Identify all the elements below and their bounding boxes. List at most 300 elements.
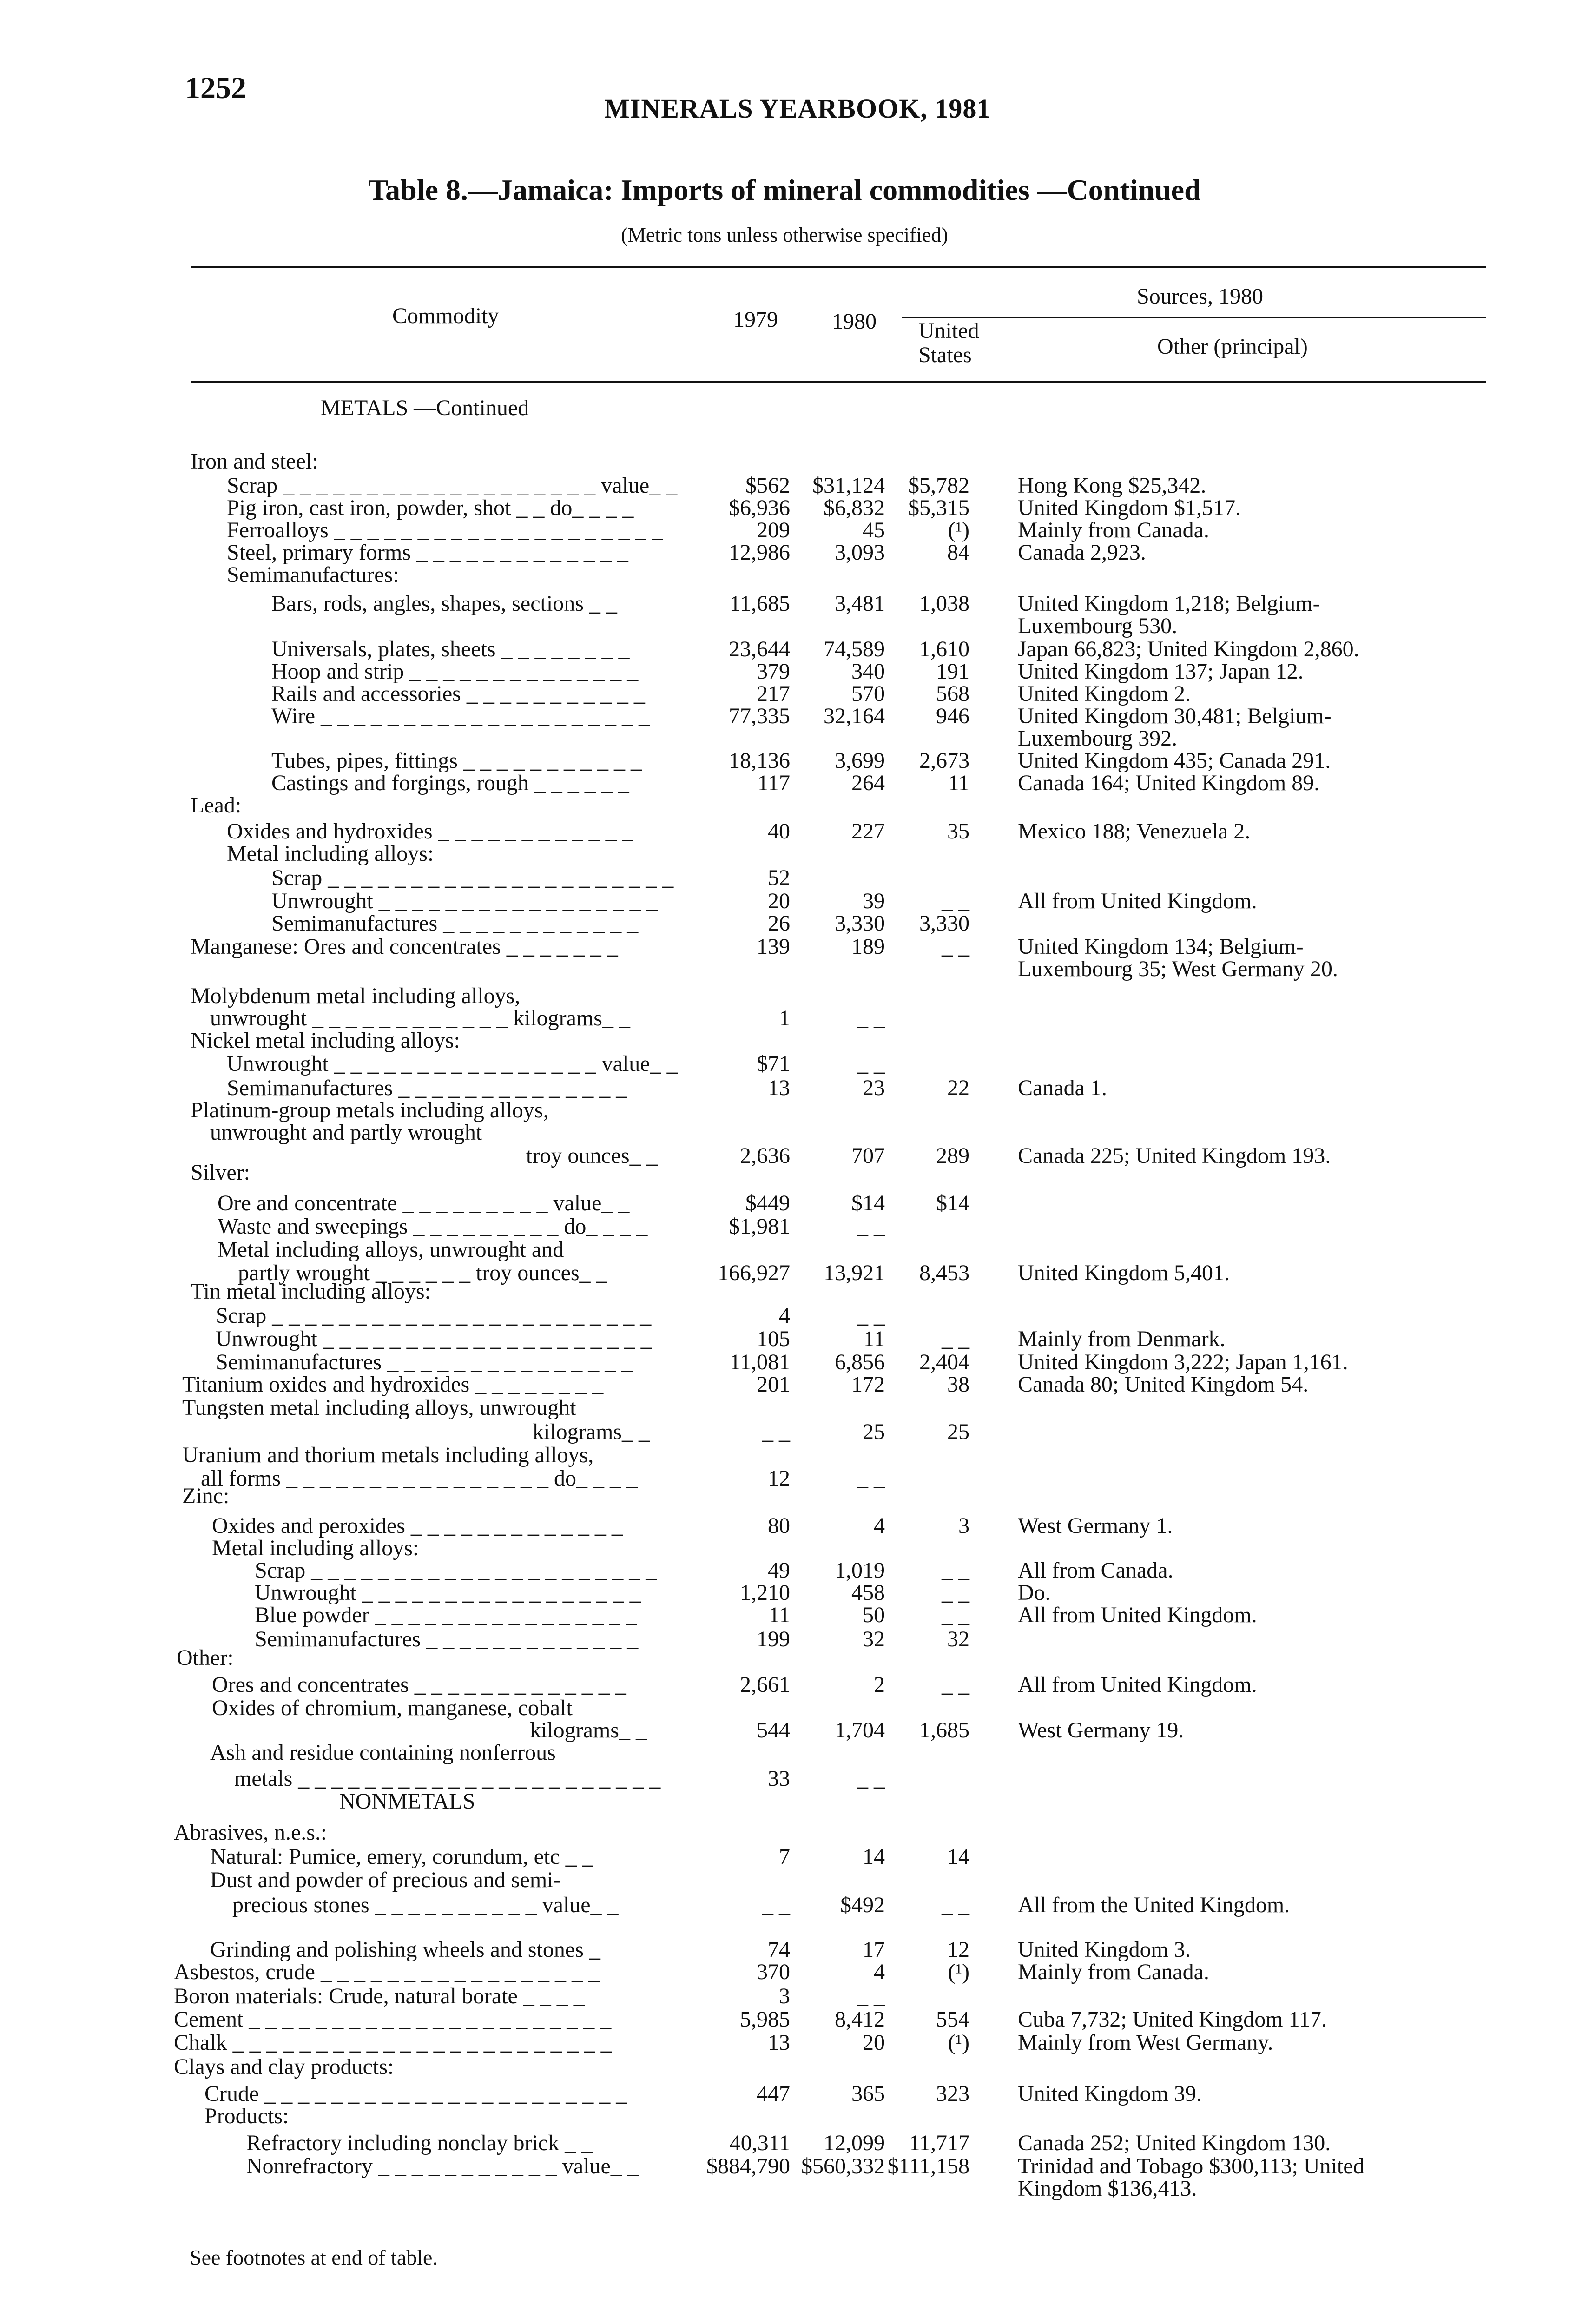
- cell-1979: 2,636: [740, 1143, 790, 1168]
- cell-1979: 5,985: [740, 2007, 790, 2032]
- table-row: [0, 1350, 1569, 1375]
- cell-1980: _ _: [857, 1984, 885, 2008]
- cell-1979: 11: [768, 1603, 790, 1627]
- table-row: [0, 1028, 1569, 1053]
- top-rule: [191, 266, 1486, 268]
- header-sources: Sources, 1980: [1137, 284, 1263, 309]
- commodity-cell: unwrought and partly wrought: [210, 1120, 482, 1145]
- cell-1979: 209: [757, 518, 790, 542]
- cell-1980: _ _: [857, 1051, 885, 1076]
- cell-1979: 166,927: [718, 1261, 790, 1285]
- cell-1979: 12,986: [729, 540, 790, 565]
- table-row: [0, 1603, 1569, 1628]
- cell-1980: 3,699: [835, 748, 885, 773]
- cell-1979: 33: [768, 1766, 790, 1791]
- cell-other-sources: Trinidad and Tobago $300,113; United: [1018, 2154, 1365, 2179]
- table-row: [0, 1214, 1569, 1239]
- table-row: [0, 2081, 1569, 2106]
- commodity-cell: Universals, plates, sheets _ _ _ _ _ _ _ _: [271, 637, 630, 661]
- cell-1979: 23,644: [729, 637, 790, 661]
- cell-1980: 3,481: [835, 591, 885, 616]
- cell-other-sources: Do.: [1018, 1580, 1051, 1605]
- cell-other-sources: United Kingdom 3,222; Japan 1,161.: [1018, 1350, 1348, 1374]
- table-row: [0, 2054, 1569, 2080]
- cell-other-sources: Hong Kong $25,342.: [1018, 473, 1206, 498]
- cell-1980: 570: [851, 681, 885, 706]
- cell-other-sources: Luxembourg 530.: [1018, 614, 1178, 638]
- cell-1980: _ _: [857, 1006, 885, 1030]
- cell-united-states: $5,782: [908, 473, 969, 498]
- cell-1980: 707: [851, 1143, 885, 1168]
- cell-1979: 3: [779, 1984, 790, 2008]
- commodity-cell: Semimanufactures:: [227, 562, 399, 587]
- cell-united-states: _ _: [942, 1580, 969, 1605]
- cell-1980: 32: [863, 1627, 885, 1651]
- commodity-cell: Lead:: [191, 793, 242, 818]
- commodity-cell: Ores and concentrates _ _ _ _ _ _ _ _ _ _ _ _ _: [212, 1672, 626, 1697]
- cell-1979: 370: [757, 1960, 790, 1984]
- cell-other-sources: United Kingdom 134; Belgium-: [1018, 934, 1304, 959]
- table-row: [0, 495, 1569, 521]
- cell-other-sources: All from United Kingdom.: [1018, 889, 1257, 913]
- cell-united-states: 3: [958, 1513, 969, 1538]
- commodity-cell: Semimanufactures _ _ _ _ _ _ _ _ _ _ _ _ _ _ _: [216, 1350, 633, 1374]
- cell-1980: _ _: [857, 1214, 885, 1239]
- commodity-cell: all forms _ _ _ _ _ _ _ _ _ _ _ _ _ _ _ _ do_ _ _ _: [201, 1466, 638, 1491]
- cell-1980: 4: [874, 1513, 885, 1538]
- cell-1980: 32,164: [824, 704, 885, 728]
- cell-other-sources: All from the United Kingdom.: [1018, 1893, 1290, 1917]
- table-row: [0, 1237, 1569, 1262]
- header-other: Other (principal): [1157, 334, 1308, 359]
- table-row: [0, 1580, 1569, 1605]
- cell-1979: 13: [768, 2030, 790, 2055]
- cell-other-sources: Mainly from Denmark.: [1018, 1327, 1226, 1351]
- commodity-cell: Clays and clay products:: [174, 2054, 394, 2079]
- commodity-cell: Abrasives, n.e.s.:: [174, 1820, 327, 1845]
- commodity-cell: Other:: [177, 1645, 234, 1670]
- cell-other-sources: United Kingdom $1,517.: [1018, 495, 1241, 520]
- commodity-cell: Dust and powder of precious and semi-: [210, 1868, 561, 1892]
- cell-1980: 14: [863, 1844, 885, 1869]
- commodity-cell: Unwrought _ _ _ _ _ _ _ _ _ _ _ _ _ _ _ _ _ _ _ _: [216, 1327, 652, 1351]
- cell-1980: 4: [874, 1960, 885, 1984]
- cell-united-states: 84: [947, 540, 969, 565]
- cell-1980: 8,412: [835, 2007, 885, 2032]
- header-commodity: Commodity: [392, 304, 499, 328]
- cell-1980: 189: [851, 934, 885, 959]
- commodity-cell: troy ounces_ _: [526, 1143, 658, 1168]
- cell-1980: 1,019: [835, 1558, 885, 1583]
- commodity-cell: Chalk _ _ _ _ _ _ _ _ _ _ _ _ _ _ _ _ _ _ _ _ _ _ _: [174, 2030, 612, 2055]
- commodity-cell: Nonrefractory _ _ _ _ _ _ _ _ _ _ _ value_ _: [246, 2154, 639, 2179]
- commodity-cell: Manganese: Ores and concentrates _ _ _ _ _ _ _: [191, 934, 618, 959]
- table-row: [0, 591, 1569, 616]
- commodity-cell: Titanium oxides and hydroxides _ _ _ _ _ _ _ _: [182, 1372, 604, 1397]
- cell-other-sources: All from Canada.: [1018, 1558, 1173, 1583]
- cell-1980: 340: [851, 659, 885, 684]
- cell-1979: $6,936: [729, 495, 790, 520]
- commodity-cell: Unwrought _ _ _ _ _ _ _ _ _ _ _ _ _ _ _ _ _: [255, 1580, 641, 1605]
- cell-other-sources: Mainly from Canada.: [1018, 518, 1209, 542]
- table-row: [0, 1820, 1569, 1845]
- commodity-cell: Uranium and thorium metals including alloys,: [182, 1443, 594, 1467]
- cell-other-sources: United Kingdom 1,218; Belgium-: [1018, 591, 1320, 616]
- cell-united-states: _ _: [942, 1327, 969, 1351]
- commodity-cell: Asbestos, crude _ _ _ _ _ _ _ _ _ _ _ _ _ _ _ _ _: [174, 1960, 600, 1984]
- table-row: [0, 473, 1569, 498]
- commodity-cell: Blue powder _ _ _ _ _ _ _ _ _ _ _ _ _ _ _ _: [255, 1603, 637, 1627]
- cell-1980: $6,832: [824, 495, 885, 520]
- table-row: [0, 1443, 1569, 1468]
- cell-united-states: 1,685: [919, 1718, 969, 1743]
- table-row: [0, 1868, 1569, 1893]
- cell-1980: 74,589: [824, 637, 885, 661]
- table-row: [0, 518, 1569, 543]
- cell-other-sources: United Kingdom 2.: [1018, 681, 1191, 706]
- table-row: [0, 889, 1569, 914]
- table-row: [0, 637, 1569, 662]
- cell-1979: $884,790: [706, 2154, 790, 2179]
- cell-united-states: 38: [947, 1372, 969, 1397]
- table-row: [0, 934, 1569, 959]
- table-row: [0, 2154, 1569, 2179]
- cell-united-states: $5,315: [908, 495, 969, 520]
- table-row: [0, 1303, 1569, 1328]
- table-row: [0, 614, 1569, 639]
- commodity-cell: Pig iron, cast iron, powder, shot _ _ do_ _ _ _: [227, 495, 634, 520]
- commodity-cell: Platinum-group metals including alloys,: [191, 1098, 549, 1122]
- commodity-cell: Zinc:: [182, 1484, 230, 1508]
- sources-rule: [902, 317, 1486, 318]
- cell-united-states: $14: [936, 1191, 969, 1215]
- commodity-cell: Ore and concentrate _ _ _ _ _ _ _ _ _ value_ _: [218, 1191, 630, 1215]
- commodity-cell: Grinding and polishing wheels and stones _: [210, 1937, 600, 1962]
- commodity-cell: Bars, rods, angles, shapes, sections _ _: [271, 591, 617, 616]
- cell-united-states: _ _: [942, 934, 969, 959]
- cell-other-sources: Canada 252; United Kingdom 130.: [1018, 2131, 1331, 2155]
- cell-1980: 13,921: [824, 1261, 885, 1285]
- commodity-cell: Ash and residue containing nonferrous: [210, 1740, 556, 1765]
- cell-1980: 458: [851, 1580, 885, 1605]
- commodity-cell: Natural: Pumice, emery, corundum, etc _ _: [210, 1844, 593, 1869]
- section-nonmetals: NONMETALS: [339, 1789, 475, 1814]
- cell-united-states: (¹): [948, 518, 969, 542]
- table-row: [0, 1766, 1569, 1791]
- commodity-cell: Silver:: [191, 1160, 250, 1185]
- table-row: [0, 1536, 1569, 1561]
- commodity-cell: Products:: [204, 2104, 289, 2128]
- cell-1979: 13: [768, 1076, 790, 1100]
- cell-other-sources: Mainly from Canada.: [1018, 1960, 1209, 1984]
- cell-united-states: _ _: [942, 1893, 969, 1917]
- cell-other-sources: United Kingdom 30,481; Belgium-: [1018, 704, 1332, 728]
- commodity-cell: Ferroalloys _ _ _ _ _ _ _ _ _ _ _ _ _ _ _ _ _ _ _ _: [227, 518, 663, 542]
- commodity-cell: Tubes, pipes, fittings _ _ _ _ _ _ _ _ _ _ _: [271, 748, 642, 773]
- table-row: [0, 1558, 1569, 1583]
- cell-united-states: 22: [947, 1076, 969, 1100]
- commodity-cell: Rails and accessories _ _ _ _ _ _ _ _ _ _ _: [271, 681, 645, 706]
- cell-1980: 2: [874, 1672, 885, 1697]
- commodity-cell: Castings and forgings, rough _ _ _ _ _ _: [271, 771, 629, 795]
- cell-1980: 3,093: [835, 540, 885, 565]
- cell-1979: 52: [768, 865, 790, 890]
- cell-1979: $1,981: [729, 1214, 790, 1239]
- cell-united-states: _ _: [942, 1603, 969, 1627]
- table-row: [0, 984, 1569, 1009]
- cell-1979: $562: [745, 473, 790, 498]
- table-row: [0, 1191, 1569, 1216]
- table-row: [0, 911, 1569, 936]
- cell-1979: 4: [779, 1303, 790, 1328]
- cell-1979: 12: [768, 1466, 790, 1491]
- commodity-cell: Iron and steel:: [191, 449, 318, 474]
- table-row: [0, 1513, 1569, 1538]
- commodity-cell: Metal including alloys:: [227, 841, 434, 866]
- table-row: [0, 2007, 1569, 2032]
- cell-united-states: 12: [947, 1937, 969, 1962]
- cell-united-states: $111,158: [887, 2154, 969, 2179]
- commodity-cell: Oxides and hydroxides _ _ _ _ _ _ _ _ _ _ _ _: [227, 819, 633, 844]
- cell-united-states: 8,453: [919, 1261, 969, 1285]
- commodity-cell: Semimanufactures _ _ _ _ _ _ _ _ _ _ _ _ _ _: [227, 1076, 627, 1100]
- cell-1980: $560,332: [801, 2154, 885, 2179]
- table-row: [0, 1327, 1569, 1352]
- cell-1980: 12,099: [824, 2131, 885, 2155]
- table-row: [0, 681, 1569, 706]
- commodity-cell: precious stones _ _ _ _ _ _ _ _ _ _ value_ _: [232, 1893, 619, 1917]
- cell-united-states: (¹): [948, 1960, 969, 1984]
- commodity-cell: Refractory including nonclay brick _ _: [246, 2131, 593, 2155]
- commodity-cell: Boron materials: Crude, natural borate _ _ _ _: [174, 1984, 585, 2008]
- commodity-cell: Scrap _ _ _ _ _ _ _ _ _ _ _ _ _ _ _ _ _ _ _ _ _ _ _: [216, 1303, 652, 1328]
- running-title: MINERALS YEARBOOK, 1981: [604, 93, 991, 124]
- cell-1979: 74: [768, 1937, 790, 1962]
- table-row: [0, 819, 1569, 844]
- cell-united-states: 3,330: [919, 911, 969, 936]
- cell-united-states: 11: [948, 771, 969, 795]
- table-row: [0, 562, 1569, 588]
- table-row: [0, 1672, 1569, 1697]
- commodity-cell: Tin metal including alloys:: [191, 1279, 431, 1304]
- cell-1980: 20: [863, 2030, 885, 2055]
- cell-1979: _ _: [762, 1893, 790, 1917]
- cell-other-sources: Mexico 188; Venezuela 2.: [1018, 819, 1251, 844]
- table-footnote: See footnotes at end of table.: [190, 2245, 438, 2269]
- commodity-cell: Metal including alloys, unwrought and: [218, 1237, 564, 1262]
- cell-united-states: 14: [947, 1844, 969, 1869]
- header-1980: 1980: [832, 309, 877, 334]
- table-row: [0, 771, 1569, 796]
- table-row: [0, 1893, 1569, 1918]
- commodity-cell: Cement _ _ _ _ _ _ _ _ _ _ _ _ _ _ _ _ _ _ _ _ _ _: [174, 2007, 612, 2032]
- commodity-cell: Oxides and peroxides _ _ _ _ _ _ _ _ _ _ _ _ _: [212, 1513, 623, 1538]
- table-row: [0, 2030, 1569, 2055]
- cell-1979: 7: [779, 1844, 790, 1869]
- cell-other-sources: United Kingdom 5,401.: [1018, 1261, 1230, 1285]
- table-row: [0, 865, 1569, 891]
- cell-1980: 50: [863, 1603, 885, 1627]
- commodity-cell: Semimanufactures _ _ _ _ _ _ _ _ _ _ _ _ _: [255, 1627, 639, 1651]
- cell-1979: 544: [757, 1718, 790, 1743]
- cell-united-states: _ _: [942, 889, 969, 913]
- section-metals: METALS —Continued: [321, 396, 529, 420]
- commodity-cell: Waste and sweepings _ _ _ _ _ _ _ _ _ do_ _ _ _: [218, 1214, 648, 1239]
- cell-other-sources: United Kingdom 435; Canada 291.: [1018, 748, 1331, 773]
- cell-1980: 25: [863, 1419, 885, 1444]
- cell-1979: _ _: [762, 1419, 790, 1444]
- commodity-cell: Metal including alloys:: [212, 1536, 419, 1560]
- table-row: [0, 957, 1569, 982]
- table-row: [0, 1395, 1569, 1420]
- cell-1980: 39: [863, 889, 885, 913]
- cell-1979: 447: [757, 2081, 790, 2106]
- commodity-cell: Scrap _ _ _ _ _ _ _ _ _ _ _ _ _ _ _ _ _ _ _ value_ _: [227, 473, 678, 498]
- table-row: [0, 1696, 1569, 1721]
- cell-united-states: 323: [936, 2081, 969, 2106]
- cell-1979: 139: [757, 934, 790, 959]
- table-row: [0, 726, 1569, 751]
- table-row: [0, 1076, 1569, 1101]
- commodity-cell: Unwrought _ _ _ _ _ _ _ _ _ _ _ _ _ _ _ _ value_ _: [227, 1051, 678, 1076]
- table-row: [0, 1372, 1569, 1397]
- cell-1980: 172: [851, 1372, 885, 1397]
- cell-1979: 105: [757, 1327, 790, 1351]
- cell-1979: 2,661: [740, 1672, 790, 1697]
- cell-other-sources: Canada 1.: [1018, 1076, 1107, 1100]
- cell-united-states: 568: [936, 681, 969, 706]
- cell-other-sources: United Kingdom 3.: [1018, 1937, 1191, 1962]
- table-row: [0, 2176, 1569, 2201]
- cell-united-states: 554: [936, 2007, 969, 2032]
- cell-1979: 379: [757, 659, 790, 684]
- header-bottom-rule: [191, 381, 1486, 383]
- commodity-cell: Tungsten metal including alloys, unwrought: [182, 1395, 576, 1420]
- table-row: [0, 1006, 1569, 1031]
- table-row: [0, 2104, 1569, 2129]
- table-row: [0, 841, 1569, 866]
- cell-1980: _ _: [857, 1466, 885, 1491]
- commodity-cell: Oxides of chromium, manganese, cobalt: [212, 1696, 573, 1720]
- cell-other-sources: Canada 225; United Kingdom 193.: [1018, 1143, 1331, 1168]
- commodity-cell: partly wrought _ _ _ _ _ _ troy ounces_ _: [238, 1261, 607, 1285]
- table-row: [0, 1937, 1569, 1962]
- commodity-cell: unwrought _ _ _ _ _ _ _ _ _ _ _ _ kilograms_ _: [210, 1006, 630, 1030]
- commodity-cell: metals _ _ _ _ _ _ _ _ _ _ _ _ _ _ _ _ _ _ _ _ _ _: [234, 1766, 661, 1791]
- cell-other-sources: West Germany 1.: [1018, 1513, 1173, 1538]
- commodity-cell: Wire _ _ _ _ _ _ _ _ _ _ _ _ _ _ _ _ _ _ _ _: [271, 704, 650, 728]
- cell-1979: 1: [779, 1006, 790, 1030]
- cell-1979: 20: [768, 889, 790, 913]
- cell-1980: 17: [863, 1937, 885, 1962]
- cell-1980: $14: [851, 1191, 885, 1215]
- table-row: [0, 449, 1569, 474]
- commodity-cell: Nickel metal including alloys:: [191, 1028, 460, 1053]
- cell-other-sources: West Germany 19.: [1018, 1718, 1184, 1743]
- header-united-states: United States: [918, 318, 979, 367]
- cell-other-sources: All from United Kingdom.: [1018, 1672, 1257, 1697]
- commodity-cell: kilograms_ _: [530, 1718, 647, 1743]
- commodity-cell: Unwrought _ _ _ _ _ _ _ _ _ _ _ _ _ _ _ _ _: [271, 889, 658, 913]
- table-row: [0, 1718, 1569, 1743]
- table-title: Table 8.—Jamaica: Imports of mineral commodities —Continued: [368, 173, 1201, 206]
- commodity-cell: Scrap _ _ _ _ _ _ _ _ _ _ _ _ _ _ _ _ _ _ _ _ _: [271, 865, 674, 890]
- cell-other-sources: Canada 164; United Kingdom 89.: [1018, 771, 1320, 795]
- table-row: [0, 1645, 1569, 1670]
- cell-1980: 11: [863, 1327, 885, 1351]
- cell-united-states: 946: [936, 704, 969, 728]
- cell-united-states: 2,673: [919, 748, 969, 773]
- table-row: [0, 1984, 1569, 2009]
- table-row: [0, 1484, 1569, 1509]
- table-row: [0, 1419, 1569, 1445]
- cell-united-states: 289: [936, 1143, 969, 1168]
- cell-1979: 117: [757, 771, 790, 795]
- table-row: [0, 1960, 1569, 1985]
- cell-1979: 80: [768, 1513, 790, 1538]
- cell-1979: 77,335: [729, 704, 790, 728]
- cell-1979: 26: [768, 911, 790, 936]
- cell-united-states: 191: [936, 659, 969, 684]
- header-1979: 1979: [733, 307, 778, 332]
- table-row: [0, 704, 1569, 729]
- page-number: 1252: [185, 71, 246, 105]
- cell-united-states: (¹): [948, 2030, 969, 2055]
- cell-united-states: 35: [947, 819, 969, 844]
- commodity-cell: Crude _ _ _ _ _ _ _ _ _ _ _ _ _ _ _ _ _ _ _ _ _ _: [204, 2081, 627, 2106]
- cell-other-sources: Luxembourg 35; West Germany 20.: [1018, 957, 1338, 981]
- cell-united-states: 1,610: [919, 637, 969, 661]
- table-row: [0, 1844, 1569, 1869]
- cell-other-sources: Canada 80; United Kingdom 54.: [1018, 1372, 1309, 1397]
- table-row: [0, 1098, 1569, 1123]
- cell-other-sources: Kingdom $136,413.: [1018, 2176, 1197, 2201]
- commodity-cell: Steel, primary forms _ _ _ _ _ _ _ _ _ _ _ _ _: [227, 540, 628, 565]
- table-subtitle: (Metric tons unless otherwise specified): [621, 224, 948, 246]
- cell-1979: 11,081: [729, 1350, 790, 1374]
- table-row: [0, 2131, 1569, 2156]
- commodity-cell: kilograms_ _: [533, 1419, 650, 1444]
- cell-1980: 264: [851, 771, 885, 795]
- commodity-cell: Hoop and strip _ _ _ _ _ _ _ _ _ _ _ _ _ _: [271, 659, 639, 684]
- cell-1980: 1,704: [835, 1718, 885, 1743]
- cell-1980: 3,330: [835, 911, 885, 936]
- commodity-cell: Semimanufactures _ _ _ _ _ _ _ _ _ _ _ _: [271, 911, 639, 936]
- table-row: [0, 748, 1569, 773]
- cell-1980: 23: [863, 1076, 885, 1100]
- cell-1980: 227: [851, 819, 885, 844]
- cell-united-states: 2,404: [919, 1350, 969, 1374]
- cell-united-states: 1,038: [919, 591, 969, 616]
- cell-other-sources: Mainly from West Germany.: [1018, 2030, 1273, 2055]
- cell-united-states: 11,717: [909, 2131, 969, 2155]
- cell-1980: 6,856: [835, 1350, 885, 1374]
- table-row: [0, 659, 1569, 684]
- cell-other-sources: United Kingdom 137; Japan 12.: [1018, 659, 1304, 684]
- table-row: [0, 540, 1569, 565]
- cell-1980: _ _: [857, 1303, 885, 1328]
- table-row: [0, 793, 1569, 818]
- cell-1980: $492: [840, 1893, 885, 1917]
- commodity-cell: Scrap _ _ _ _ _ _ _ _ _ _ _ _ _ _ _ _ _ _ _ _ _: [255, 1558, 657, 1583]
- cell-other-sources: Luxembourg 392.: [1018, 726, 1178, 751]
- cell-1979: 18,136: [729, 748, 790, 773]
- cell-1979: $449: [745, 1191, 790, 1215]
- cell-1979: 49: [768, 1558, 790, 1583]
- cell-united-states: 32: [947, 1627, 969, 1651]
- cell-other-sources: All from United Kingdom.: [1018, 1603, 1257, 1627]
- cell-1979: 40: [768, 819, 790, 844]
